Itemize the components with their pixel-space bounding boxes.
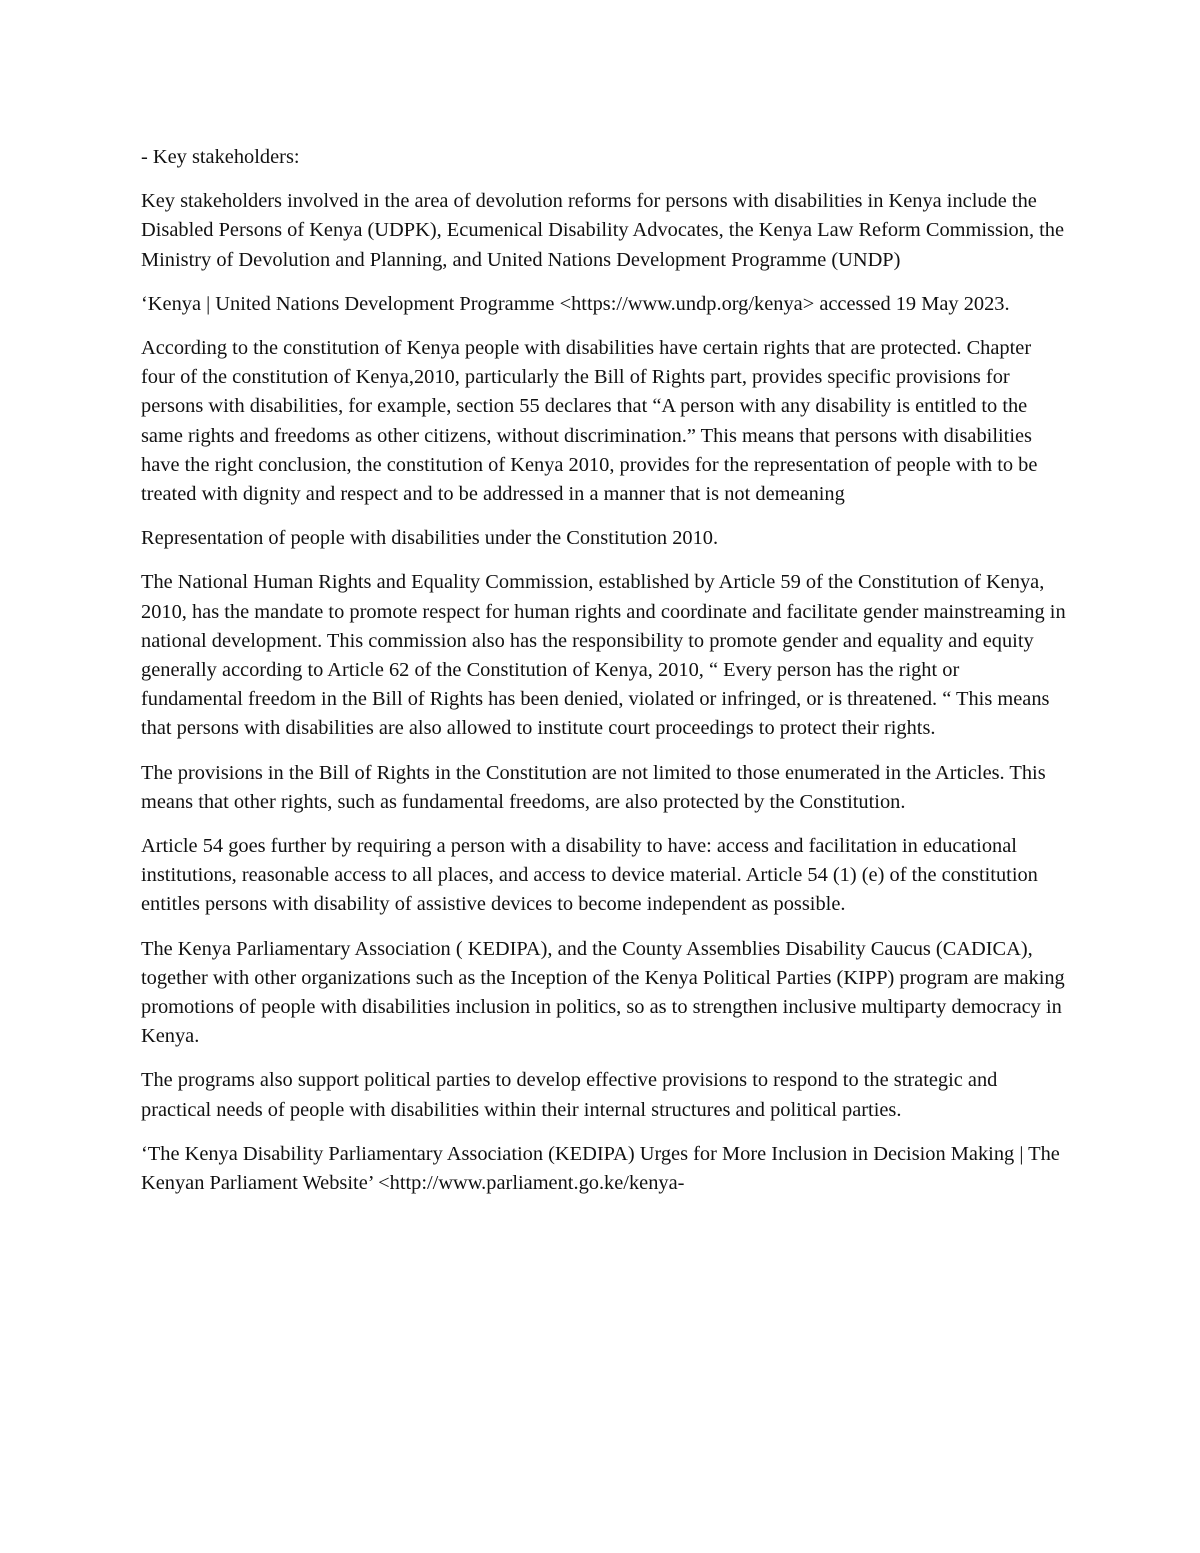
bill-of-rights-paragraph: The provisions in the Bill of Rights in the Constitution are not limited to those enumerated in the Articles. This means that other rights, such as fundamental freedoms, are also protected by the Constitution. — [141, 761, 1046, 813]
stakeholders-paragraph: Key stakeholders involved in the area of devolution reforms for persons with disabilities in Kenya include the Disabled Persons of Kenya (UDPK), Ecumenical Disability Advocates, the Kenya Law Reform Commission, the Ministry of Devolution and Planning, and United Nations Development Programme (UNDP) — [141, 190, 1065, 271]
programs-paragraph: The programs also support political parties to develop effective provisions to respond to the strategic and practical needs of people with disabilities within their internal structures and political parties. — [141, 1069, 998, 1121]
parliament-citation: ‘The Kenya Disability Parliamentary Association (KEDIPA) Urges for More Inclusion in Decision Making | The Kenyan Parliament Website’ <http://www.parliament.go.ke/kenya- — [141, 1142, 1060, 1195]
key-stakeholders-heading: - Key stakeholders: — [141, 146, 300, 168]
undp-citation: ‘Kenya | United Nations Development Programme <https://www.undp.org/kenya> accessed 19 May 2023. — [141, 292, 1010, 315]
constitution-rights-paragraph: According to the constitution of Kenya people with disabilities have certain rights that are protected. Chapter four of the constitution of Kenya,2010, particularly the Bill of Rights part, provides specific provisions for persons with disabilities, for example, section 55 declares that “A person with any disability is entitled to the same rights and freedoms as other citizens, without discrimination.” This means that persons with disabilities have the right conclusion, the constitution of Kenya 2010, provides for the representation of people with to be treated with dignity and respect and to be addressed in a manner that is not demeaning — [141, 337, 1038, 506]
human-rights-commission-paragraph: The National Human Rights and Equality Commission, established by Article 59 of the Constitution of Kenya, 2010, has the mandate to promote respect for human rights and coordinate and facilitate gender mainstreaming in national development. This commission also has the responsibility to promote gender and equality and equity generally according to Article 62 of the Constitution of Kenya, 2010, “ Every person has the right or fundamental freedom in the Bill of Rights has been denied, violated or infringed, or is threatened. “ This means that persons with disabilities are also allowed to institute court proceedings to protect their rights. — [141, 571, 1066, 740]
document-body — [141, 143, 1066, 1213]
article-54-paragraph: Article 54 goes further by requiring a person with a disability to have: access and facilitation in educational institutions, reasonable access to all places, and access to device material. Article 54 (1) (e) of the constitution entitles persons with disability of assistive devices to become independent as possible. — [141, 835, 1038, 916]
kedipa-paragraph: The Kenya Parliamentary Association ( KEDIPA), and the County Assemblies Disability Caucus (CADICA), together with other organizations such as the Inception of the Kenya Political Parties (KIPP) program are making promotions of people with disabilities inclusion in politics, so as to strengthen inclusive multiparty democracy in Kenya. — [141, 937, 1065, 1048]
representation-heading: Representation of people with disabilities under the Constitution 2010. — [141, 527, 719, 550]
